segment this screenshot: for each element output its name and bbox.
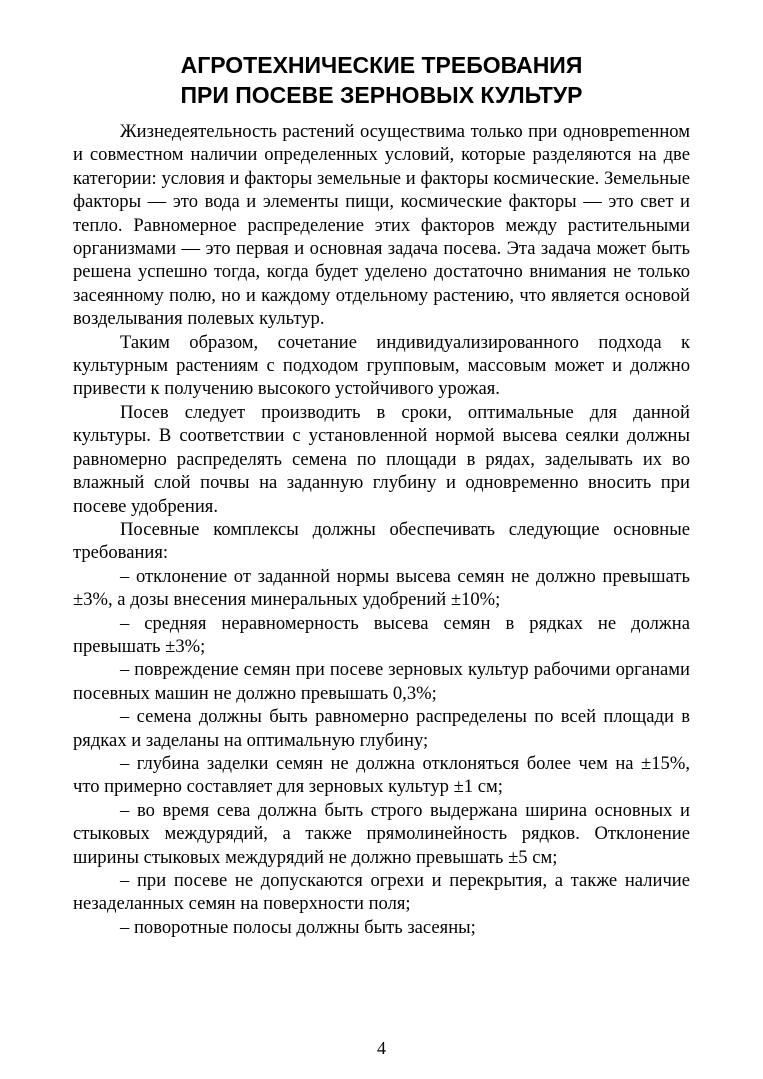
paragraph-sowing-terms: Посев следует производить в сроки, оптимальные для данной культуры. В соответствии с установленной нормой высева сеялки должны равномерно распределять семена по площади в рядах, заделывать их во влажный слой почвы на заданную глубину и одновременно вносить при посеве удобрения. — [73, 401, 690, 517]
page-title — [73, 50, 690, 110]
page-number: 4 — [377, 1038, 386, 1058]
paragraph-approach: Таким образом, сочетание индивидуализированного подхода к культурным растениям с подходом групповым, массовым может и должно привести к получению высокого устойчивого урожая. — [73, 331, 690, 400]
list-item-seed-damage: – повреждение семян при посеве зерновых культур рабочими органами посевных машин не должно превышать 0,3%; — [73, 659, 690, 704]
list-item-row-spacing: – во время сева должна быть строго выдержана ширина основных и стыковых междурядий, а также прямолинейность рядков. Отклонение ширины стыковых междурядий не должно превышать ±5 см; — [73, 799, 690, 868]
list-item-no-gaps: – при посеве не допускаются огрехи и перекрытия, а также наличие незаделанных семян на поверхности поля; — [73, 870, 690, 915]
paragraph-requirements-intro: Посевные комплексы должны обеспечивать следующие основные требования: — [73, 518, 690, 564]
list-item-headlands: – поворотные полосы должны быть засеяны; — [120, 916, 476, 938]
document-page — [73, 50, 690, 939]
list-item-depth: – глубина заделки семян не должна отклоняться более чем на ±15%, что примерно составляет для зерновых культур ±1 см; — [73, 752, 690, 798]
body-text — [73, 120, 690, 939]
title-line-1: АГРОТЕХНИЧЕСКИЕ ТРЕБОВАНИЯ — [180, 52, 583, 78]
list-item-unevenness: – средняя неравномерность высева семян в рядках не должна превышать ±3%; — [73, 612, 690, 657]
list-item-distribution: – семена должны быть равномерно распределены по всей площади в рядках и заделаны на оптимальную глубину; — [73, 706, 690, 751]
title-line-2: ПРИ ПОСЕВЕ ЗЕРНОВЫХ КУЛЬТУР — [180, 82, 583, 108]
paragraph-intro: Жизнедеятельность растений осуществима только при одновреmенном и совместном наличии определенных условий, которые разделяются на две категории: условия и факторы земельные и факторы космические. Земельные факторы — это вода и элементы пищи, космические факторы — это свет и тепло. Равномерное распределение этих факторов между растительными организмами — это первая и основная задача посева. Эта задача может быть решена успешно тогда, когда будет уделено достаточно внимания не только засеянному полю, но и каждому отдельному растению, что является основой возделывания полевых культур. — [73, 121, 690, 330]
list-item-seeding-rate: – отклонение от заданной нормы высева семян не должно превышать ±3%, а дозы внесения минеральных удобрений ±10%; — [73, 565, 690, 611]
